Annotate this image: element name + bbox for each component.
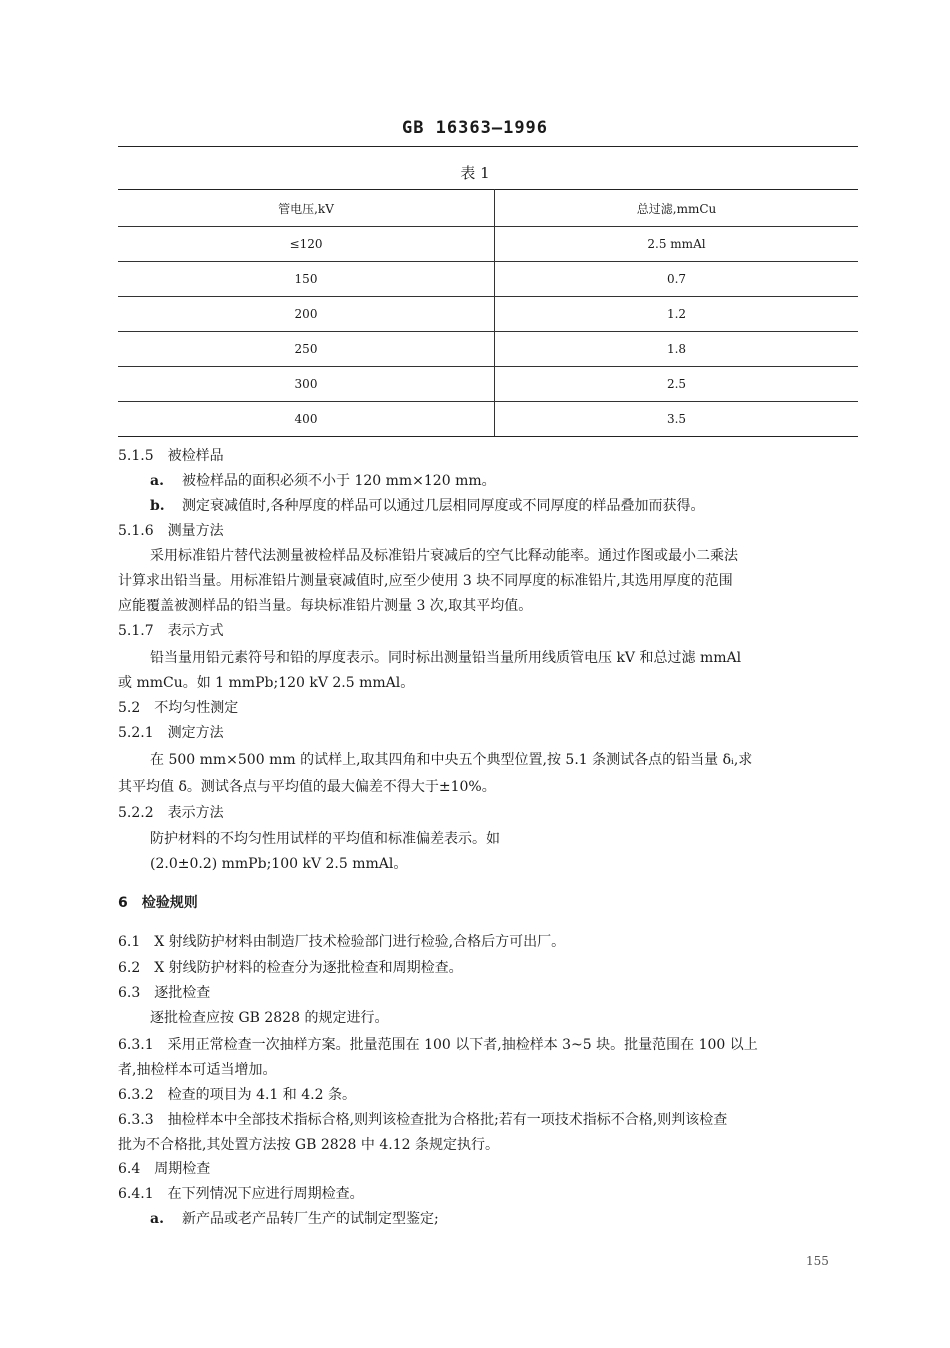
clause-6-2 [118,958,858,978]
table-row [118,402,858,437]
paragraph-line: (2.0±0.2) mmPb;100 kV 2.5 mmAl。 [150,856,408,872]
cell-voltage: 150 [118,262,495,297]
section-number: 5.1.5 [118,448,154,464]
chapter-6-heading [118,893,858,913]
section-number: 6.3.3 [118,1112,154,1128]
section-number: 6.4.1 [118,1186,154,1202]
section-title: 周期检查 [154,1161,211,1177]
table-title: 表 1 [460,164,490,182]
list-text: 测定衰减值时,各种厚度的样品可以通过几层相同厚度或不同厚度的样品叠加而获得。 [182,498,705,514]
section-5-2-heading [118,698,858,718]
cell-voltage: 250 [118,332,495,367]
section-title: 表示方法 [167,805,224,821]
list-letter: a. [150,1211,164,1227]
clause-text: X 射线防护材料由制造厂技术检验部门进行检验,合格后方可出厂。 [154,934,566,950]
paragraph-line: 其平均值 δ̄。测试各点与平均值的最大偏差不得大于±10%。 [118,779,496,795]
section-number: 5.2.1 [118,725,154,741]
chapter-number: 6 [118,895,128,911]
section-number: 6.1 [118,934,141,950]
clause-text: 检查的项目为 4.1 和 4.2 条。 [167,1087,356,1103]
section-number: 5.1.7 [118,623,154,639]
section-number: 5.2.2 [118,805,154,821]
paragraph-line: 或 mmCu。如 1 mmPb;120 kV 2.5 mmAl。 [118,675,415,691]
header-rule [118,146,858,147]
voltage-filtration-table [118,189,858,437]
section-5-2-2-heading [118,803,858,823]
list-item [150,1209,858,1229]
clause-text: X 射线防护材料的检查分为逐批检查和周期检查。 [154,960,463,976]
page-number: 155 [806,1254,829,1268]
standard-number-header: GB 16363—1996 [401,118,549,138]
list-text: 新产品或老产品转厂生产的试制定型鉴定; [182,1211,439,1227]
section-6-4-heading [118,1159,858,1179]
paragraph-line: 铅当量用铅元素符号和铅的厚度表示。同时标出测量铅当量所用线质管电压 kV 和总过滤 mmAl [150,650,742,666]
table-row [118,367,858,402]
paragraph-line: 逐批检查应按 GB 2828 的规定进行。 [150,1010,389,1026]
clause-6-1 [118,932,858,952]
cell-filtration: 2.5 mmAl [495,227,859,262]
cell-filtration: 2.5 [495,367,859,402]
section-5-1-7-heading [118,621,858,641]
list-text: 被检样品的面积必须不小于 120 mm×120 mm。 [182,473,496,489]
clause-6-3-3 [118,1110,858,1130]
section-title: 表示方式 [167,623,224,639]
section-number: 5.2 [118,700,141,716]
cell-voltage: ≤120 [118,227,495,262]
section-5-1-5-heading [118,446,858,466]
paragraph-line: 批为不合格批,其处置方法按 GB 2828 中 4.12 条规定执行。 [118,1137,499,1153]
column-header-total-filtration: 总过滤,mmCu [495,190,859,227]
section-number: 6.3.1 [118,1037,154,1053]
cell-voltage: 400 [118,402,495,437]
section-number: 6.4 [118,1161,141,1177]
paragraph-line: 防护材料的不均匀性用试样的平均值和标准偏差表示。如 [150,831,500,847]
section-6-3-heading [118,983,858,1003]
paragraph-line: 者,抽检样本可适当增加。 [118,1062,277,1078]
clause-6-3-1 [118,1035,858,1055]
paragraph-line: 计算求出铅当量。用标准铅片测量衰减值时,应至少使用 3 块不同厚度的标准铅片,其选用厚度的范围 [118,573,733,589]
cell-voltage: 200 [118,297,495,332]
cell-filtration: 3.5 [495,402,859,437]
list-item [150,496,858,516]
section-title: 测定方法 [167,725,224,741]
clause-text: 抽检样本中全部技术指标合格,则判该检查批为合格批;若有一项技术指标不合格,则判该检查 [167,1112,728,1128]
cell-filtration: 0.7 [495,262,859,297]
section-title: 不均匀性测定 [154,700,239,716]
table-row [118,297,858,332]
paragraph-line: 采用标准铅片替代法测量被检样品及标准铅片衰减后的空气比释动能率。通过作图或最小二乘法 [150,548,738,564]
clause-text: 采用正常检查一次抽样方案。批量范围在 100 以下者,抽检样本 3~5 块。批量范围在 100 以上 [167,1037,758,1053]
section-5-1-6-heading [118,521,858,541]
chapter-title: 检验规则 [141,895,198,911]
column-header-tube-voltage: 管电压,kV [118,190,495,227]
table-row [118,262,858,297]
section-5-2-1-heading [118,723,858,743]
section-title: 测量方法 [167,523,224,539]
table-row [118,332,858,367]
cell-filtration: 1.8 [495,332,859,367]
clause-text: 在下列情况下应进行周期检查。 [167,1186,364,1202]
list-letter: a. [150,473,164,489]
table-row [118,227,858,262]
list-letter: b. [150,498,165,514]
section-number: 6.3 [118,985,141,1001]
section-number: 6.2 [118,960,141,976]
list-item [150,471,858,491]
paragraph-line: 应能覆盖被测样品的铅当量。每块标准铅片测量 3 次,取其平均值。 [118,598,533,614]
section-title: 被检样品 [167,448,224,464]
clause-6-3-2 [118,1085,858,1105]
paragraph-line: 在 500 mm×500 mm 的试样上,取其四角和中央五个典型位置,按 5.1 条测试各点的铅当量 δᵢ,求 [150,752,753,768]
clause-6-4-1 [118,1184,858,1204]
section-number: 6.3.2 [118,1087,154,1103]
cell-filtration: 1.2 [495,297,859,332]
cell-voltage: 300 [118,367,495,402]
section-number: 5.1.6 [118,523,154,539]
section-title: 逐批检查 [154,985,211,1001]
